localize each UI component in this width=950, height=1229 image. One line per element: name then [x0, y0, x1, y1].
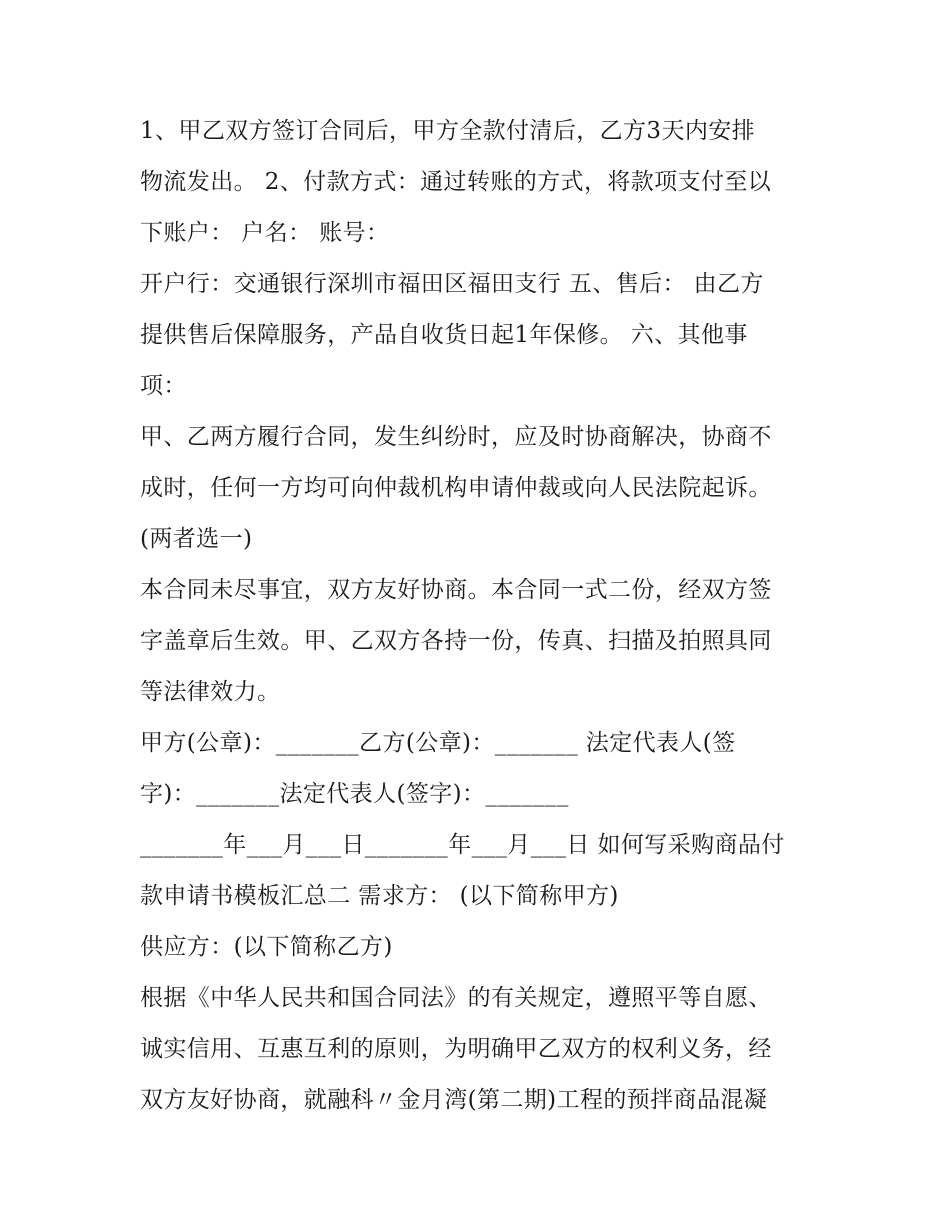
text-line: 等法律效力。	[140, 679, 281, 705]
signature-line: 甲方(公章)：_______乙方(公章)：_______ 法定代表人(签	[140, 730, 736, 756]
text-line: 本合同未尽事宜，双方友好协商。本合同一式二份，经双方签	[140, 577, 772, 603]
text-line: 供应方：(以下简称乙方)	[140, 934, 393, 960]
text-line: 款申请书模板汇总二 需求方： (以下简称甲方)	[140, 883, 619, 909]
text-line: 开户行：交通银行深圳市福田区福田支行 五、售后： 由乙方	[140, 271, 764, 297]
signature-line: 字)：_______法定代表人(签字)：_______	[140, 781, 569, 807]
text-line: 双方友好协商，就融科〃金月湾(第二期)工程的预拌商品混凝	[140, 1087, 768, 1113]
text-line: 甲、乙两方履行合同，发生纠纷时，应及时协商解决，协商不	[140, 424, 772, 450]
text-line: 提供售后保障服务，产品自收货日起1年保修。 六、其他事	[140, 322, 748, 348]
text-line: 诚实信用、互惠互利的原则，为明确甲乙双方的权利义务，经	[140, 1036, 772, 1062]
text-line: 物流发出。 2、付款方式：通过转账的方式，将款项支付至以	[140, 169, 772, 195]
text-line: 字盖章后生效。甲、乙双方各持一份，传真、扫描及拍照具同	[140, 628, 772, 654]
text-line: 下账户： 户名： 账号：	[140, 220, 390, 246]
text-line: 项：	[140, 373, 187, 399]
text-line: 根据《中华人民共和国合同法》的有关规定，遵照平等自愿、	[140, 985, 772, 1011]
text-line: 成时，任何一方均可向仲裁机构申请仲裁或向人民法院起诉。	[140, 475, 772, 501]
document-body	[140, 106, 830, 1126]
text-line: (两者选一)	[140, 526, 253, 552]
date-line: _______年___月___日_______年___月___日 如何写采购商品付	[140, 832, 785, 858]
text-line: 1、甲乙双方签订合同后，甲方全款付清后，乙方3天内安排	[140, 118, 756, 144]
